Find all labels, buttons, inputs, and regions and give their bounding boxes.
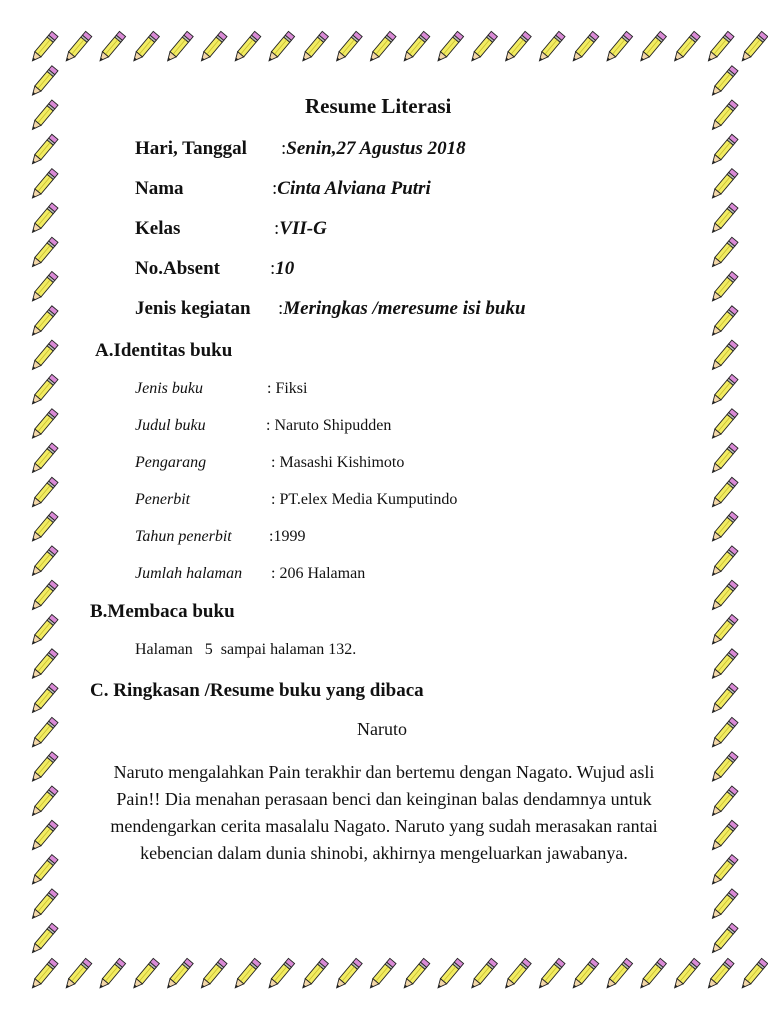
pencil-icon [29, 169, 58, 201]
pencil-icon [29, 717, 58, 749]
pencil-icon [29, 203, 58, 235]
pencil-icon [165, 958, 194, 990]
identity-value: : 206 Halaman [271, 565, 366, 582]
pencil-icon [672, 31, 701, 63]
field-label-activity: Jenis kegiatan [135, 298, 251, 319]
identity-value: : Naruto Shipudden [266, 417, 392, 434]
pencil-icon [300, 31, 329, 63]
page-title: Resume Literasi [305, 94, 452, 118]
identity-value: :1999 [269, 528, 306, 545]
identity-label: Jenis buku [135, 380, 203, 397]
pencil-icon [709, 169, 738, 201]
pencil-icon [739, 31, 768, 63]
pencil-icon [334, 958, 363, 990]
pencil-icon [131, 31, 160, 63]
pencil-icon [709, 546, 738, 578]
pencil-icon [709, 272, 738, 304]
field-label-date: Hari, Tanggal [135, 138, 247, 159]
pencil-icon [29, 615, 58, 647]
pencil-icon [29, 306, 58, 338]
pencil-icon [29, 683, 58, 715]
pencil-icon [469, 31, 498, 63]
pencil-icon [709, 580, 738, 612]
pencil-icon [435, 958, 464, 990]
pencil-icon [63, 31, 92, 63]
pencil-icon [29, 820, 58, 852]
field-label-name: Nama [135, 178, 184, 199]
pencil-icon [29, 923, 58, 955]
pencil-icon [29, 889, 58, 921]
pencil-icon [63, 958, 92, 990]
pencil-icon [709, 512, 738, 544]
pencil-icon [334, 31, 363, 63]
pencil-icon [29, 134, 58, 166]
pencil-icon [435, 31, 464, 63]
field-label-absent: No.Absent [135, 258, 220, 279]
pencil-icon [709, 889, 738, 921]
pencil-icon [300, 958, 329, 990]
identity-value: : Fiksi [267, 380, 308, 397]
pencil-icon [29, 374, 58, 406]
pencil-icon [29, 546, 58, 578]
pencil-icon [739, 958, 768, 990]
pencil-icon [536, 958, 565, 990]
pencil-icon [709, 683, 738, 715]
pencil-icon [29, 752, 58, 784]
pencil-icon [709, 752, 738, 784]
field-value-class: :VII-G [274, 218, 327, 239]
field-label-class: Kelas [135, 218, 181, 239]
pencil-icon [709, 66, 738, 98]
pencil-icon [29, 580, 58, 612]
pencil-icon [705, 958, 734, 990]
reading-range: Halaman 5 sampai halaman 132. [135, 641, 357, 658]
pencil-icon [232, 958, 261, 990]
field-value-absent: :10 [270, 258, 295, 279]
identity-label: Penerbit [135, 491, 191, 508]
pencil-icon [266, 958, 295, 990]
pencil-icon [709, 203, 738, 235]
summary-book-title: Naruto [357, 719, 407, 739]
pencil-icon [29, 100, 58, 132]
pencil-icon [709, 306, 738, 338]
pencil-icon [503, 31, 532, 63]
identity-label: Jumlah halaman [135, 565, 243, 582]
pencil-icon [604, 31, 633, 63]
pencil-icon [469, 958, 498, 990]
identity-value: : Masashi Kishimoto [271, 454, 405, 471]
section-c-heading: C. Ringkasan /Resume buku yang dibaca [90, 680, 424, 701]
pencil-icon [401, 958, 430, 990]
pencil-icon [709, 443, 738, 475]
pencil-icon [29, 512, 58, 544]
pencil-icon [638, 31, 667, 63]
pencil-icon [709, 717, 738, 749]
pencil-icon [367, 958, 396, 990]
section-a-heading: A.Identitas buku [95, 340, 233, 361]
pencil-icon [709, 615, 738, 647]
pencil-icon [29, 477, 58, 509]
pencil-icon [536, 31, 565, 63]
identity-value: : PT.elex Media Kumputindo [271, 491, 458, 508]
pencil-icon [29, 31, 58, 63]
pencil-icon [709, 374, 738, 406]
pencil-icon [709, 786, 738, 818]
pencil-icon [97, 31, 126, 63]
pencil-icon [29, 409, 58, 441]
pencil-icon [570, 31, 599, 63]
pencil-icon [198, 958, 227, 990]
identity-label: Tahun penerbit [135, 528, 232, 545]
pencil-icon [709, 855, 738, 887]
pencil-icon [709, 649, 738, 681]
pencil-icon [29, 272, 58, 304]
pencil-icon [165, 31, 194, 63]
pencil-icon [97, 958, 126, 990]
pencil-icon [709, 923, 738, 955]
pencil-icon [709, 237, 738, 269]
pencil-icon [709, 340, 738, 372]
pencil-icon [29, 340, 58, 372]
pencil-icon [401, 31, 430, 63]
pencil-icon [709, 100, 738, 132]
pencil-icon [29, 443, 58, 475]
pencil-icon [709, 477, 738, 509]
field-value-activity: :Meringkas /meresume isi buku [278, 298, 526, 319]
pencil-icon [266, 31, 295, 63]
pencil-icon [503, 958, 532, 990]
pencil-icon [705, 31, 734, 63]
pencil-icon [198, 31, 227, 63]
pencil-icon [29, 237, 58, 269]
pencil-icon [29, 649, 58, 681]
pencil-icon [29, 786, 58, 818]
pencil-icon [709, 820, 738, 852]
identity-label: Pengarang [135, 454, 207, 471]
field-value-name: :Cinta Alviana Putri [272, 178, 431, 199]
pencil-icon [604, 958, 633, 990]
pencil-icon [709, 409, 738, 441]
section-b-heading: B.Membaca buku [90, 601, 235, 622]
identity-label: Judul buku [135, 417, 206, 434]
pencil-icon [232, 31, 261, 63]
pencil-icon [570, 958, 599, 990]
pencil-icon [29, 66, 58, 98]
pencil-icon [672, 958, 701, 990]
field-value-date: :Senin,27 Agustus 2018 [281, 138, 466, 159]
pencil-icon [29, 958, 58, 990]
pencil-icon [638, 958, 667, 990]
summary-paragraph: Naruto mengalahkan Pain terakhir dan bertemu dengan Nagato. Wujud asli Pain!! Dia menahan perasaan benci dan keinginan balas dendamnya untuk mendengarkan cerita masalalu Nagato. Naruto yang sudah merasakan rantai kebencian dalam dunia shinobi, akhirnya mengeluarkan jawabanya. [110, 762, 658, 863]
pencil-icon [29, 855, 58, 887]
pencil-icon [709, 134, 738, 166]
pencil-icon [131, 958, 160, 990]
pencil-icon [367, 31, 396, 63]
